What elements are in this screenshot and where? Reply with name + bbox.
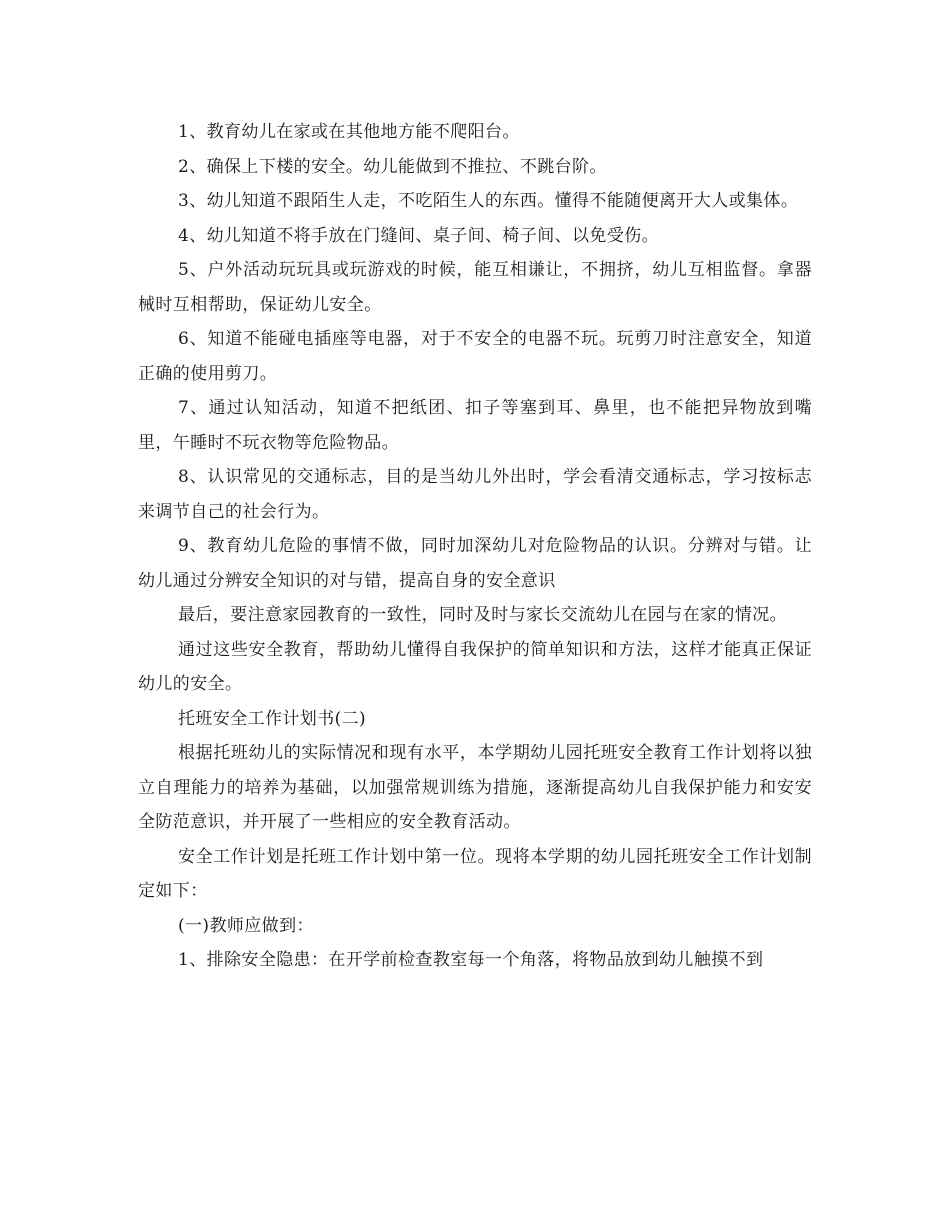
subsection-heading: (一)教师应做到： [178, 915, 314, 936]
paragraph-7: 7、通过认知活动，知道不把纸团、扣子等塞到耳、鼻里，也不能把异物放到嘴里，午睡时不玩衣物等危险物品。 [138, 398, 812, 453]
paragraph-9: 9、教育幼儿危险的事情不做，同时加深幼儿对危险物品的认识。分辨对与错。让幼儿通过分辨安全知识的对与错，提高自身的安全意识 [138, 536, 812, 591]
paragraph-teacher-1: 1、排除安全隐患：在开学前检查教室每一个角落，将物品放到幼儿触摸不到 [178, 950, 764, 970]
paragraph-2: 2、确保上下楼的安全。幼儿能做到不推拉、不跳台阶。 [178, 156, 607, 177]
paragraph-intro: 根据托班幼儿的实际情况和现有水平，本学期幼儿园托班安全教育工作计划将以独立自理能力的培养为基础，以加强常规训练为措施，逐渐提高幼儿自我保护能力和安安全防范意识，并开展了一些相应的安全教育活动。 [138, 743, 812, 832]
paragraph-5: 5、户外活动玩玩具或玩游戏的时候，能互相谦让，不拥挤，幼儿互相监督。拿器械时互相帮助，保证幼儿安全。 [138, 260, 812, 315]
paragraph-3: 3、幼儿知道不跟陌生人走，不吃陌生人的东西。懂得不能随便离开大人或集体。 [178, 191, 799, 211]
paragraph-summary: 通过这些安全教育，帮助幼儿懂得自我保护的简单知识和方法，这样才能真正保证幼儿的安全。 [138, 639, 812, 694]
paragraph-1: 1、教育幼儿在家或在其他地方能不爬阳台。 [178, 122, 520, 142]
section-heading: 托班安全工作计划书(二) [178, 708, 367, 729]
paragraph-8: 8、认识常见的交通标志，目的是当幼儿外出时，学会看清交通标志，学习按标志来调节自己的社会行为。 [138, 467, 812, 522]
document-page [138, 115, 812, 978]
paragraph-4: 4、幼儿知道不将手放在门缝间、桌子间、椅子间、以免受伤。 [178, 225, 660, 246]
paragraph-6: 6、知道不能碰电插座等电器，对于不安全的电器不玩。玩剪刀时注意安全，知道正确的使用剪刀。 [138, 329, 812, 384]
paragraph-plan-statement: 安全工作计划是托班工作计划中第一位。现将本学期的幼儿园托班安全工作计划制定如下： [138, 846, 812, 901]
paragraph-conclusion: 最后，要注意家园教育的一致性，同时及时与家长交流幼儿在园与在家的情况。 [178, 605, 787, 625]
